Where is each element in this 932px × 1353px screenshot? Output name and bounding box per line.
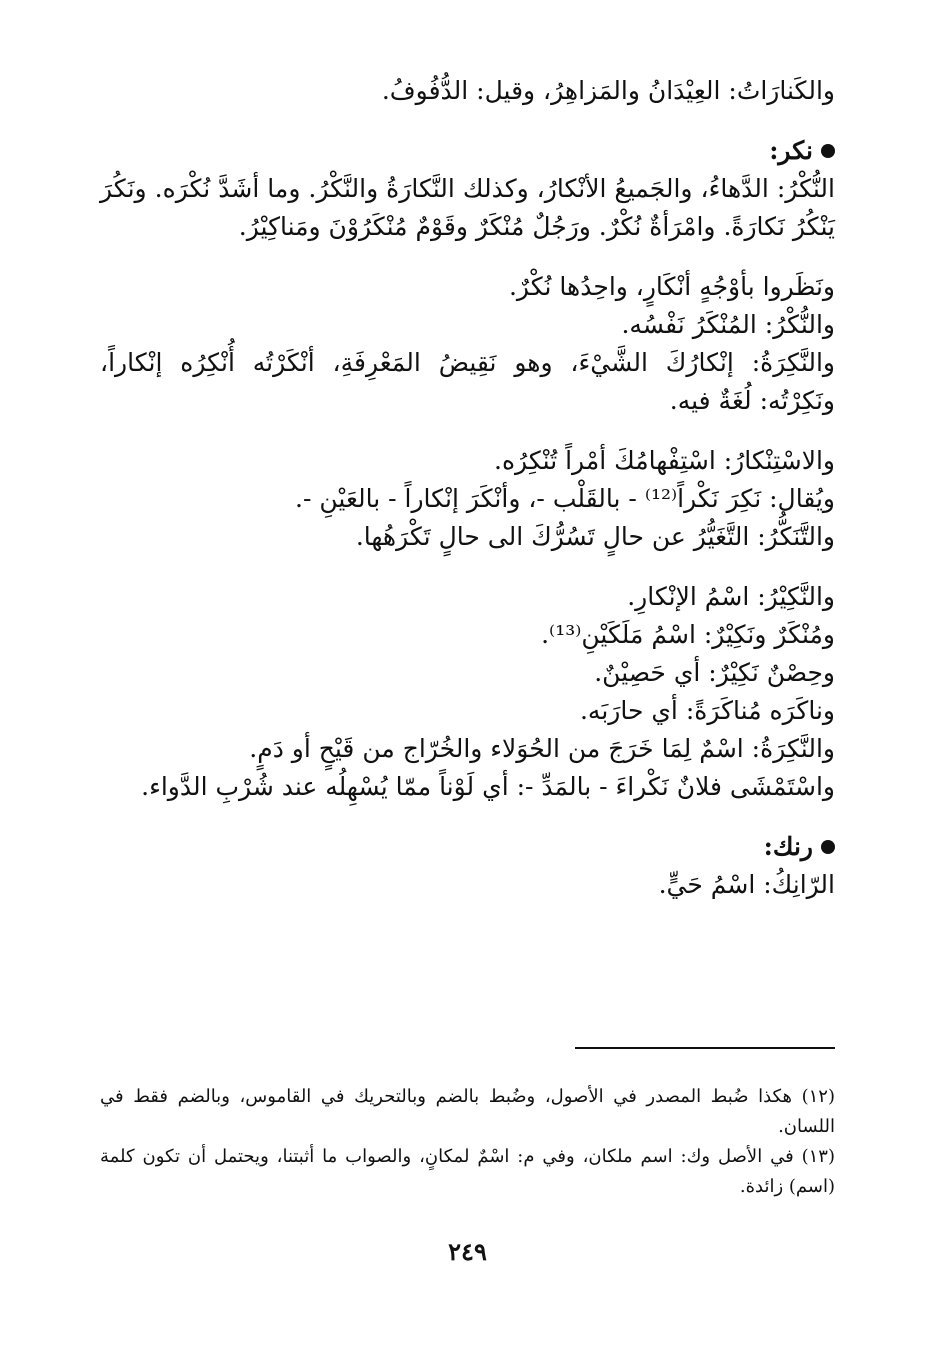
text-line: والتَّنَكُّرُ: التَّغَيُّرُ عن حالٍ تَسُرُّكَ الى حالٍ تَكْرَهُها. xyxy=(355,522,835,551)
bullet-icon xyxy=(821,144,835,158)
text-line: ومُنْكَرٌ ونَكِيْرٌ: اسْمُ مَلَكَيْنِ⁽¹³⁾. xyxy=(541,620,835,649)
entry-heading-rnk xyxy=(100,828,835,866)
text-line: والنَّكِرَةُ: اسْمٌ لِمَا خَرَجَ من الحُوَلاء والخُرّاج من قَيْحٍ أو دَمٍ. xyxy=(249,734,835,763)
entry-heading-label: رنك: xyxy=(763,832,813,861)
text-paragraph: والنَّكِرَةُ: إنْكارُكَ الشَّيْءَ، وهو نَقِيضُ المَعْرِفَةِ، أنْكَرْتُه أُنْكِرُه إنْكاراً، ونَكِرْتُه: لُغَةٌ فيه. xyxy=(100,348,835,415)
footnote-12: (١٢) هكذا ضُبط المصدر في الأصول، وضُبط بالضم وبالتحريك في القاموس، وبالضم فقط في اللسان. xyxy=(100,1086,835,1137)
text-paragraph: النُّكْرُ: الدَّهاءُ، والجَميعُ الأنْكارُ، وكذلك النَّكارَةُ والنَّكْرُ. وما أشَدَّ نُكْرَه. ونَكُرَ يَنْكُرُ نَكارَةً. وامْرَأةٌ نُكْرٌ. ورَجُلٌ مُنْكَرٌ وقَوْمٌ مُنْكَرُوْنَ ومَناكِيْرُ. xyxy=(100,174,835,241)
text-line: والنُّكْرُ: المُنْكَرُ نَفْسُه. xyxy=(621,310,835,339)
text-line: والاسْتِنْكارُ: اسْتِفْهامُكَ أمْراً تُنْكِرُه. xyxy=(494,446,835,475)
entry-heading-label: نكر: xyxy=(769,136,813,165)
text-line: ونَظَروا بأوْجُهٍ أنْكَارٍ، واحِدُها نُكْرٌ. xyxy=(508,272,835,301)
text-line: ويُقال: نَكِرَ نَكْراً⁽¹²⁾ - بالقَلْب -، وأنْكَرَ إنْكاراً - بالعَيْنِ -. xyxy=(295,484,835,513)
text-line: والنَّكِيْرُ: اسْمُ الإنْكارِ. xyxy=(627,582,835,611)
footnote-13: (١٣) في الأصل وك: اسم ملكان، وفي م: اسْمٌ لمكانٍ، والصواب ما أثبتنا، ويحتمل أن تكون كلمة (اسم) زائدة. xyxy=(100,1146,835,1197)
page-number: ٢٤٩ xyxy=(448,1237,487,1266)
entry-heading-nkr xyxy=(100,132,835,170)
footnotes xyxy=(100,1082,835,1202)
footnote-divider xyxy=(575,1047,835,1049)
page-body xyxy=(100,72,835,1302)
text-line: والكَنارَاتُ: العِيْدَانُ والمَزاهِرُ، وقيل: الدُّفُوفُ. xyxy=(381,76,835,105)
bullet-icon xyxy=(821,840,835,854)
text-line: وحِصْنٌ نَكِيْرٌ: أي حَصِيْنٌ. xyxy=(594,658,835,687)
text-line: الرّانِكُ: اسْمُ حَيٍّ. xyxy=(658,870,835,899)
text-line: وناكَرَه مُناكَرَةً: أي حارَبَه. xyxy=(579,696,835,725)
text-line: واسْتَمْشَى فلانٌ نَكْراءَ - بالمَدِّ -: أي لَوْناً ممّا يُسْهِلُه عند شُرْبِ الدَّواء. xyxy=(141,772,835,801)
